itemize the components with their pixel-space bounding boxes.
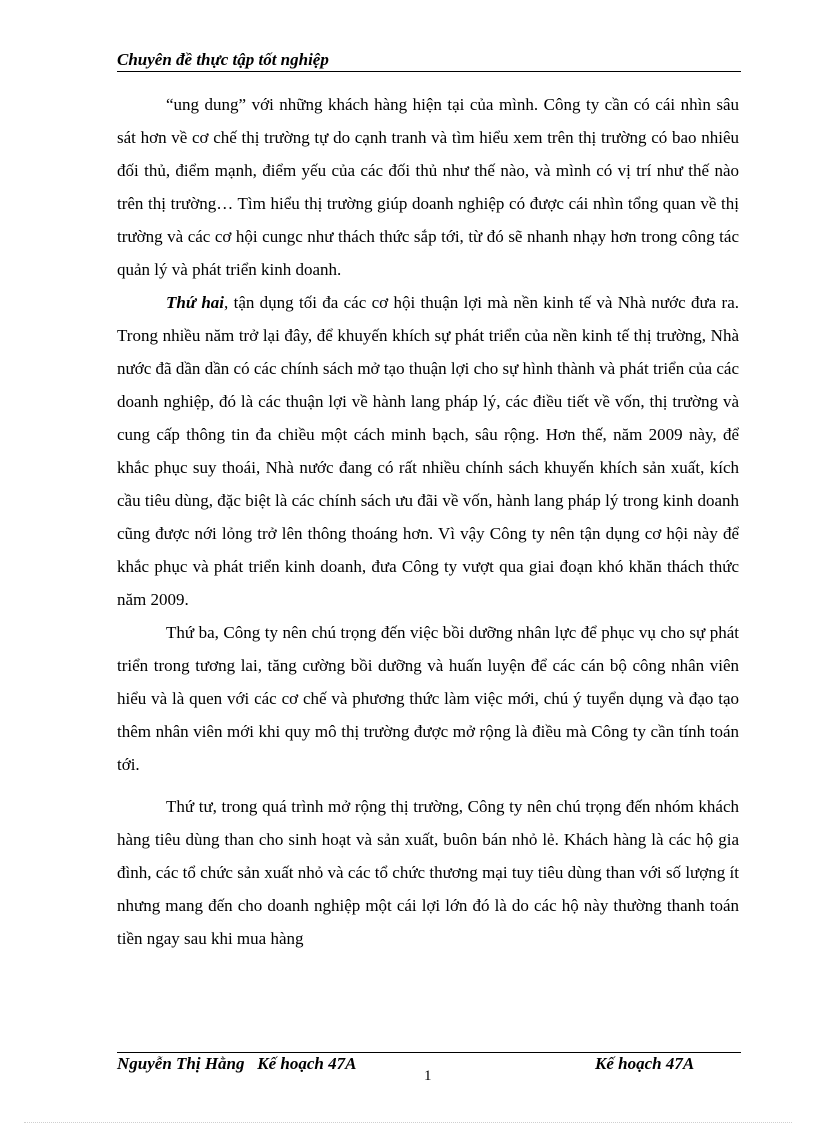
paragraph-text: Thứ ba, Công ty nên chú trọng đến việc bồi dưỡng nhân lực để phục vụ cho sự phát triển trong tương lai, tăng cường bồi dưỡng và huấn luyện để các cán bộ công nhân viên hiểu và là quen với các cơ chế và phương thức làm việc mới, chú ý tuyển dụng và đạo tạo thêm nhân viên mới khi quy mô thị trường được mở rộng là điều mà Công ty cần tính toán tới. bbox=[117, 623, 739, 774]
footer-divider bbox=[117, 1052, 741, 1053]
paragraph bbox=[117, 790, 739, 955]
paragraph bbox=[117, 88, 739, 286]
paragraph-lead: Thứ hai bbox=[166, 293, 225, 312]
paragraph-text: Thứ tư, trong quá trình mở rộng thị trường, Công ty nên chú trọng đến nhóm khách hàng tiêu dùng than cho sinh hoạt và sản xuất, buôn bán nhỏ lẻ. Khách hàng là các hộ gia đình, các tổ chức sản xuất nhỏ và các tổ chức thương mại tuy tiêu dùng than với số lượng ít nhưng mang đến cho doanh nghiệp một cái lợi lớn đó là do các hộ này thường thanh toán tiền ngay sau khi mua hàng bbox=[117, 797, 739, 948]
page-number: 1 bbox=[424, 1068, 432, 1084]
paragraph-text: “ung dung” với những khách hàng hiện tại của mình. Công ty cần có cái nhìn sâu sát hơn về cơ chế thị trường tự do cạnh tranh và tìm hiểu xem trên thị trường có bao nhiêu đối thủ, điểm mạnh, điểm yếu của các đối thủ như thế nào, và mình có vị trí như thế nào trên thị trường… Tìm hiểu thị trường giúp doanh nghiệp có được cái nhìn tổng quan về thị trường và các cơ hội cungc như thách thức sắp tới, từ đó sẽ nhanh nhạy hơn trong công tác quản lý và phát triển kinh doanh. bbox=[117, 95, 739, 279]
paragraph bbox=[117, 616, 739, 781]
document-body bbox=[117, 88, 739, 955]
paragraph-text: , tận dụng tối đa các cơ hội thuận lợi mà nền kinh tế và Nhà nước đưa ra. Trong nhiều năm trở lại đây, để khuyến khích sự phát triển của nền kinh tế thị trường, Nhà nước đã dần dần có các chính sách mở tạo thuận lợi cho sự hình thành và phát triển của các doanh nghiệp, đó là các thuận lợi về hành lang pháp lý, các điều tiết về vốn, thị trường và cung cấp thông tin đa chiều một cách minh bạch, sâu rộng. Hơn thế, năm 2009 này, để khắc phục suy thoái, Nhà nước đang có rất nhiều chính sách khuyến khích sản xuất, kích cầu tiêu dùng, đặc biệt là các chính sách ưu đãi về vốn, hành lang pháp lý trong kinh doanh cũng được nới lỏng trở lên thông thoáng hơn. Vì vậy Công ty nên tận dụng cơ hội này để khắc phục và phát triển kinh doanh, đưa Công ty vượt qua giai đoạn khó khăn thách thức năm 2009. bbox=[117, 293, 740, 609]
footer-author: Nguyễn Thị Hằng Kế hoạch 47A bbox=[117, 1054, 357, 1073]
header-divider bbox=[117, 71, 741, 72]
paragraph bbox=[117, 286, 739, 616]
running-header: Chuyên đề thực tập tốt nghiệp bbox=[117, 50, 329, 69]
footer-class: Kế hoạch 47A bbox=[595, 1054, 695, 1073]
